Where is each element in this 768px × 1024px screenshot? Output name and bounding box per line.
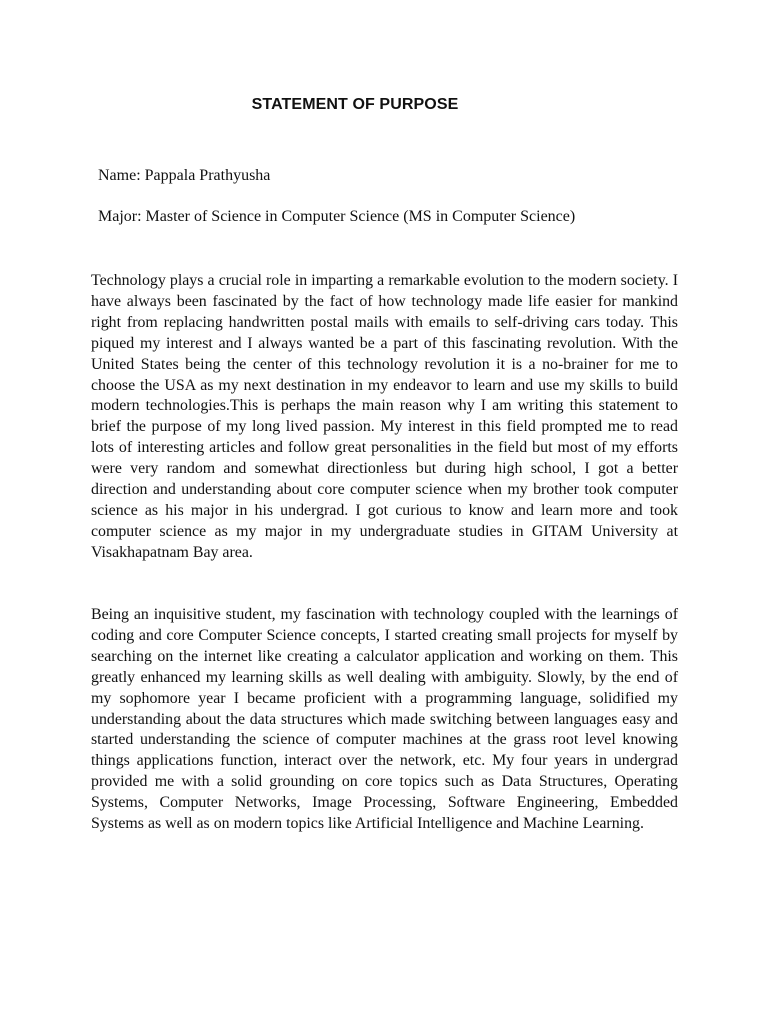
major-line: Major: Master of Science in Computer Science (MS in Computer Science) <box>98 208 576 225</box>
name-line: Name: Pappala Prathyusha <box>98 167 271 184</box>
paragraph-1: Technology plays a crucial role in imparting a remarkable evolution to the modern society. I have always been fascinated by the fact of how technology made life easier for mankind right from replacing handwritten postal mails with emails to self-driving cars today. This piqued my interest and I always wanted be a part of this fascinating revolution. With the United States being the center of this technology revolution it is a no-brainer for me to choose the USA as my next destination in my endeavor to learn and use my skills to build modern technologies.This is perhaps the main reason why I am writing this statement to brief the purpose of my long lived passion. My interest in this field prompted me to read lots of interesting articles and follow great personalities in the field but most of my efforts were very random and somewhat directionless but during high school, I got a better direction and understanding about core computer science when my brother took computer science as his major in his undergrad. I got curious to know and learn more and took computer science as my major in my undergraduate studies in GITAM University at Visakhapatnam Bay area. <box>91 272 678 561</box>
paragraph-2: Being an inquisitive student, my fascination with technology coupled with the learnings of coding and core Computer Science concepts, I started creating small projects for myself by searching on the internet like creating a calculator application and working on them. This greatly enhanced my learning skills as well dealing with ambiguity. Slowly, by the end of my sophomore year I became proficient with a programming language, solidified my understanding about the data structures which made switching between languages easy and started understanding the science of computer machines at the grass root level knowing things applications function, interact over the network, etc. My four years in undergrad provided me with a solid grounding on core topics such as Data Structures, Operating Systems, Computer Networks, Image Processing, Software Engineering, Embedded Systems as well as on modern topics like Artificial Intelligence and Machine Learning. <box>91 606 678 833</box>
document-title: STATEMENT OF PURPOSE <box>251 96 459 113</box>
